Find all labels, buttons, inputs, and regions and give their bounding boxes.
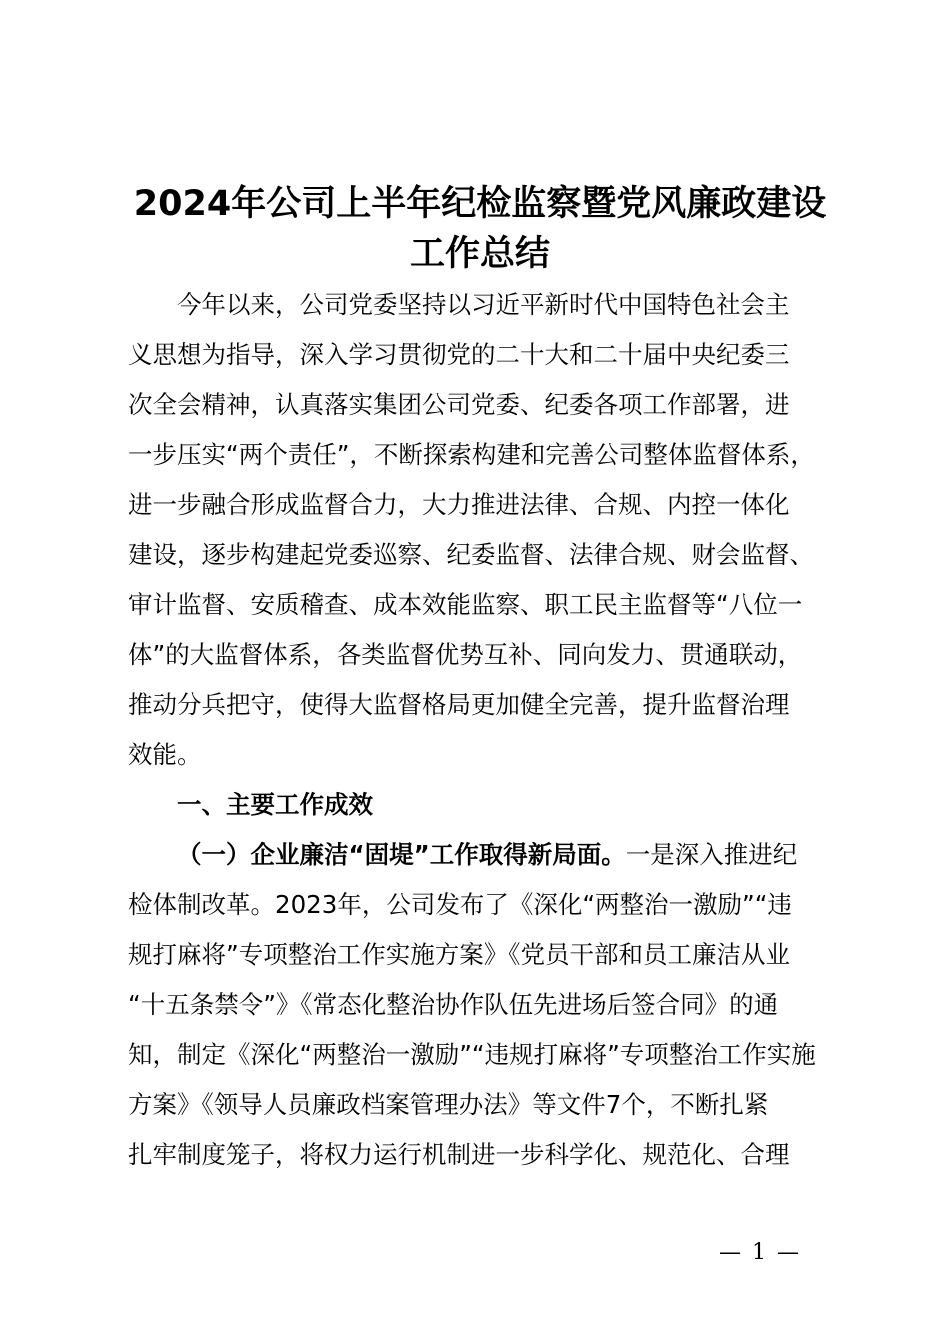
- paragraph-line: 次全会精神，认真落实集团公司党委、纪委各项工作部署，进: [128, 390, 790, 419]
- paragraph-line: 效能。: [128, 740, 202, 769]
- subsection-first-line-rest: 一是深入推进纪: [625, 840, 798, 869]
- paragraph-line: 方案》《领导人员廉政档案管理办法》等文件7个，不断扎紧: [128, 1090, 769, 1119]
- paragraph-line: 体”的大监督体系，各类监督优势互补、同向发力、贯通联动，: [128, 640, 803, 669]
- paragraph-line: 推动分兵把守，使得大监督格局更加健全完善，提升监督治理: [128, 690, 790, 719]
- paragraph-line: 一步压实“两个责任”，不断探索构建和完善公司整体监督体系，: [128, 440, 815, 469]
- document-title-line-2: 工作总结: [409, 234, 550, 274]
- paragraph-line: 建设，逐步构建起党委巡察、纪委监督、法律合规、财会监督、: [128, 540, 814, 569]
- document-body: [128, 280, 848, 1180]
- subsection-heading: （一）企业廉洁“固堤”工作取得新局面。: [177, 840, 626, 869]
- paragraph-line: 规打麻将”专项整治工作实施方案》《党员干部和员工廉洁从业: [128, 940, 790, 969]
- document-title-line-1: 2024年公司上半年纪检监察暨党风廉政建设: [133, 184, 827, 224]
- paragraph-line: 检体制改革。2023年，公司发布了《深化“两整治一激励”“违: [128, 890, 792, 919]
- paragraph-line: “十五条禁令”》《常态化整治协作队伍先进场后签合同》的通: [128, 990, 779, 1019]
- subsection-paragraph: [128, 830, 848, 1180]
- paragraph-line: 义思想为指导，深入学习贯彻党的二十大和二十届中央纪委三: [128, 340, 790, 369]
- subsection-first-line: [128, 830, 848, 880]
- section-heading: [128, 780, 848, 830]
- page-number: — 1 —: [719, 1240, 801, 1265]
- intro-paragraph: [128, 280, 848, 780]
- paragraph-line: 知，制定《深化“两整治一激励”“违规打麻将”专项整治工作实施: [128, 1040, 816, 1069]
- paragraph-line: 今年以来，公司党委坚持以习近平新时代中国特色社会主: [177, 290, 790, 319]
- paragraph-line: 进一步融合形成监督合力，大力推进法律、合规、内控一体化: [128, 490, 790, 519]
- section-heading-text: 一、主要工作成效: [177, 790, 373, 819]
- paragraph-line: 扎牢制度笼子，将权力运行机制进一步科学化、规范化、合理: [128, 1140, 790, 1169]
- paragraph-line: 审计监督、安质稽查、成本效能监察、职工民主监督等“八位一: [128, 590, 803, 619]
